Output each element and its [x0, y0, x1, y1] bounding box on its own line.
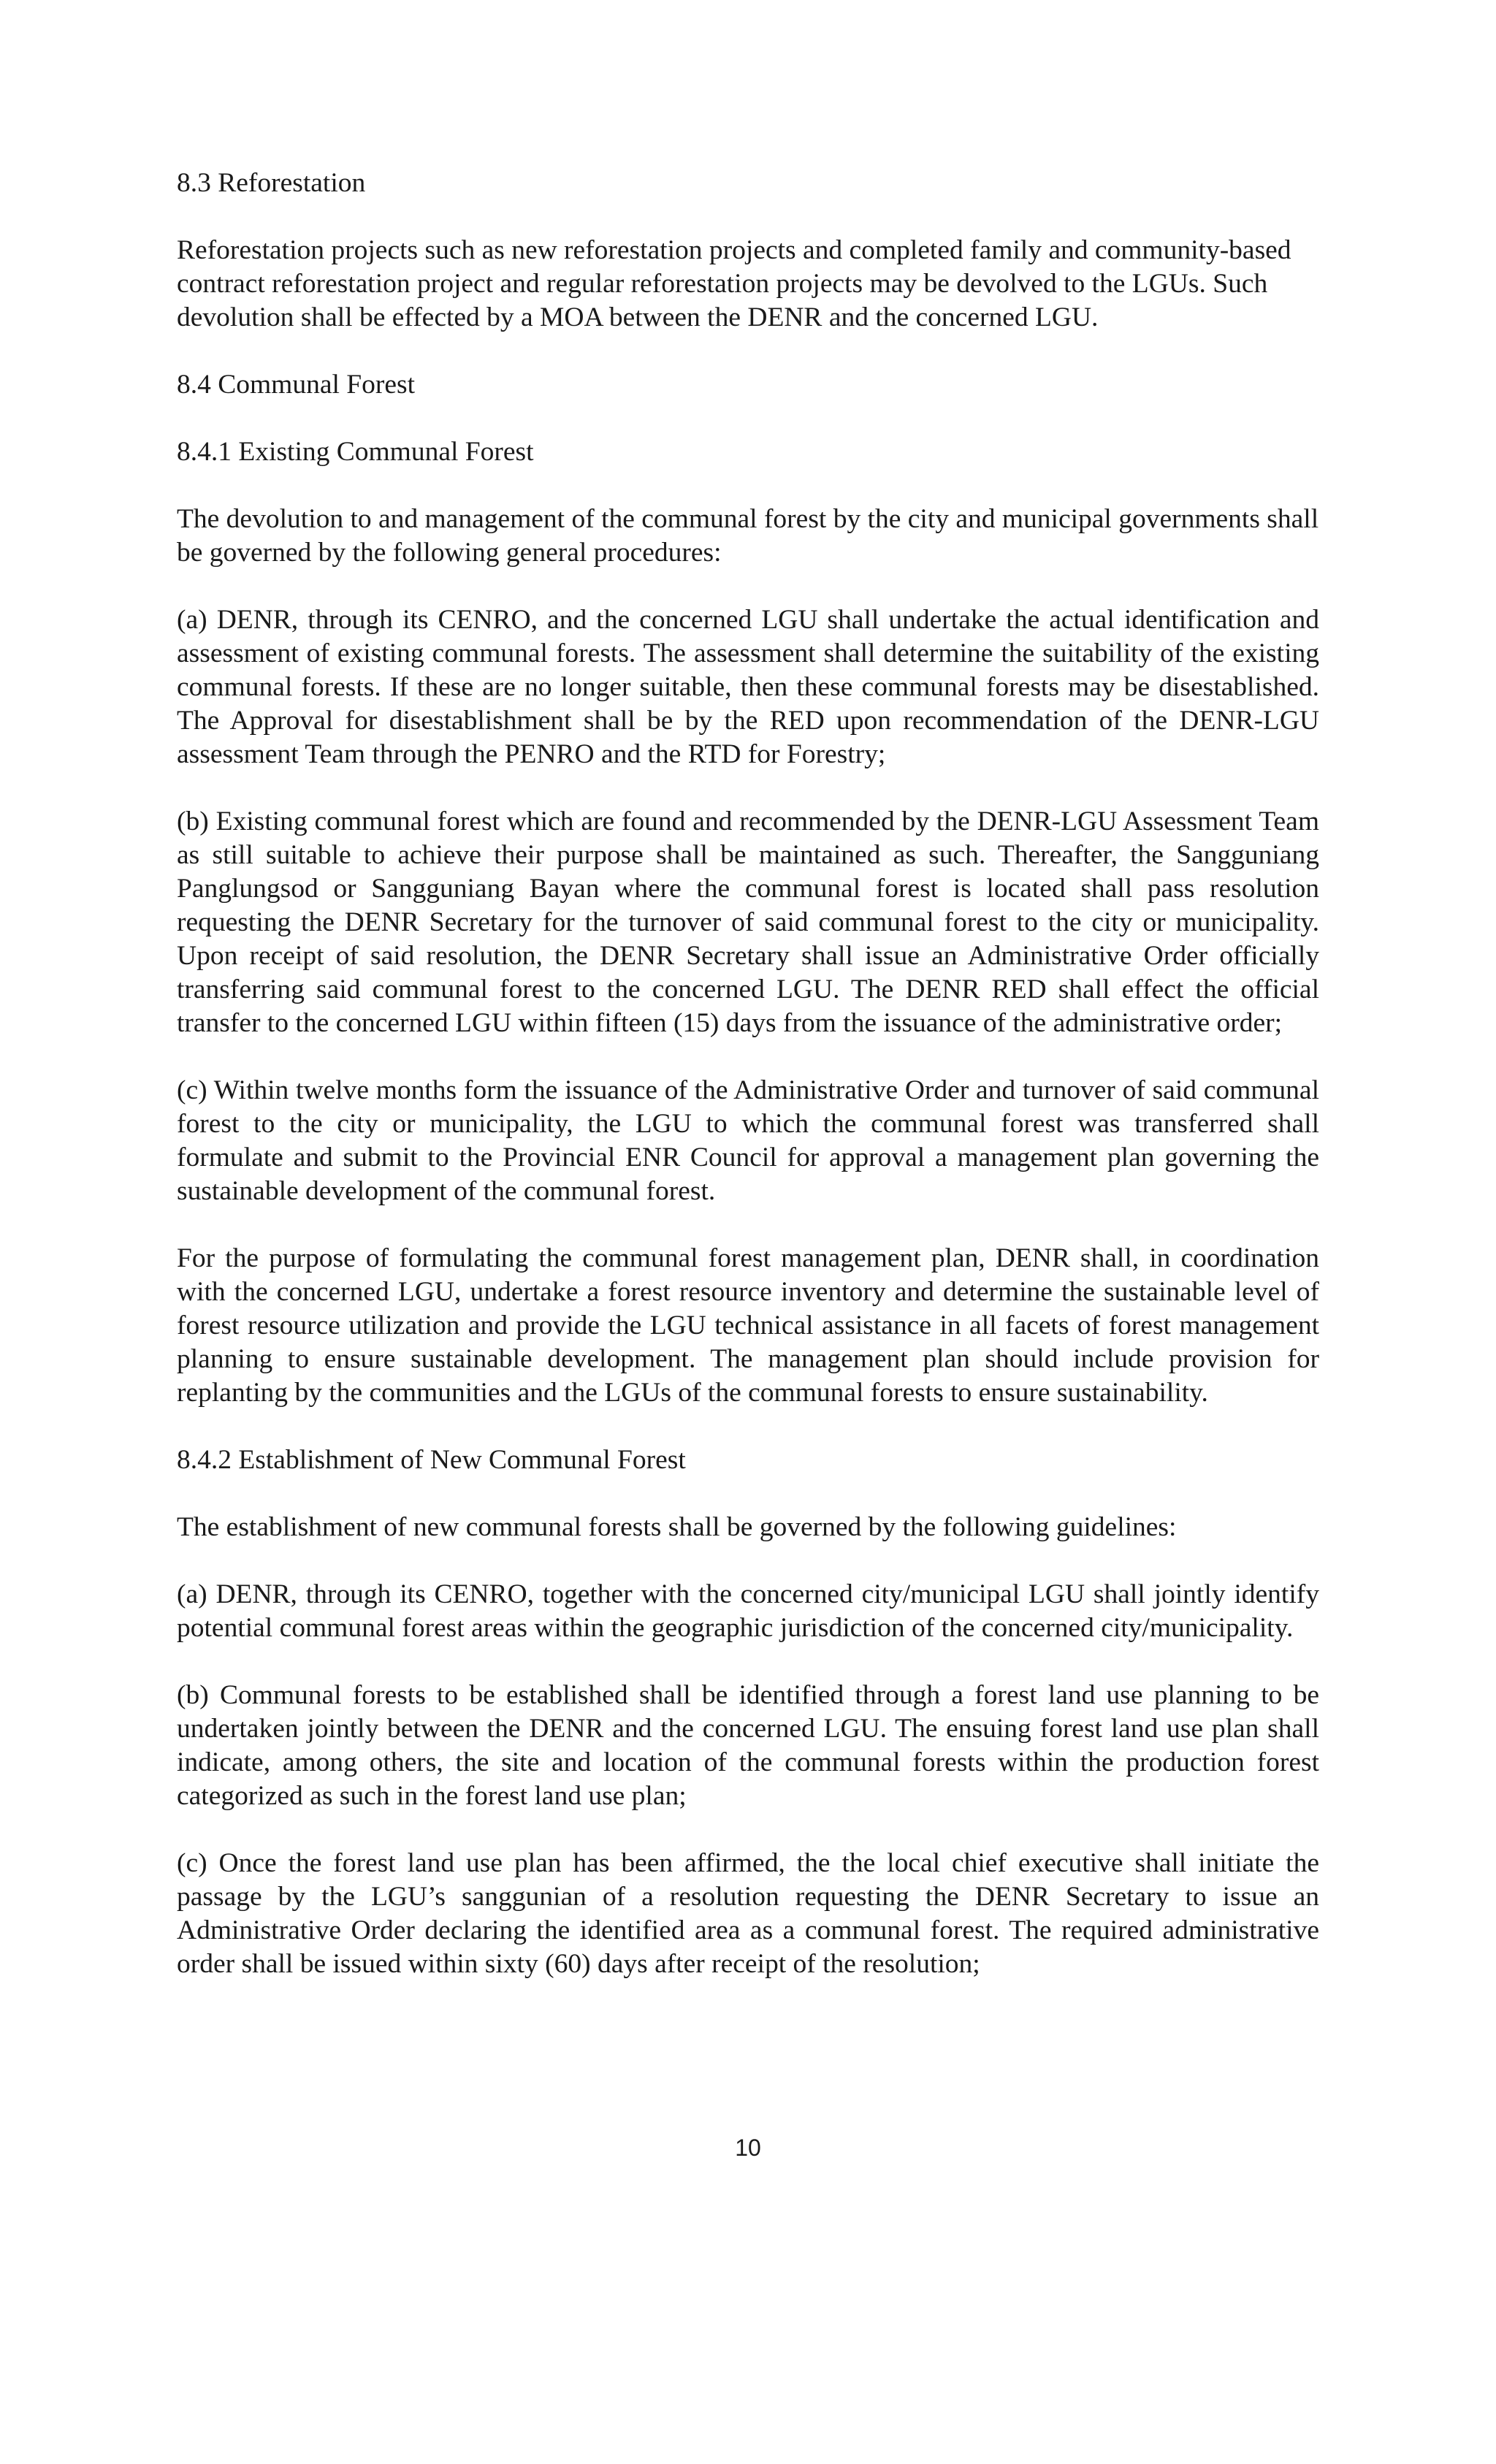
heading-8-3: 8.3 Reforestation: [177, 168, 366, 198]
paragraph-existing-item-a: (a) DENR, through its CENRO, and the concerned LGU shall undertake the actual identification and assessment of existing communal forests. The assessment shall determine the suitability of the existing communal forests. If these are no longer suitable, then these communal forests may be disestablished. The Approval for disestablishment shall be by the RED upon recommendation of the DENR-LGU assessment Team through the PENRO and the RTD for Forestry;: [177, 605, 1319, 769]
paragraph-new-item-c: (c) Once the forest land use plan has been affirmed, the the local chief executive shall initiate the passage by the LGU’s sanggunian of a resolution requesting the DENR Secretary to issue an Administrative Order declaring the identified area as a communal forest. The required administrative order shall be issued within sixty (60) days after receipt of the resolution;: [177, 1848, 1319, 1979]
heading-8-4-1: 8.4.1 Existing Communal Forest: [177, 437, 534, 467]
paragraph-management-plan: For the purpose of formulating the communal forest management plan, DENR shall, in coordination with the concerned LGU, undertake a forest resource inventory and determine the sustainable level of forest resource utilization and provide the LGU technical assistance in all facets of forest management planning to ensure sustainable development. The management plan should include provision for replanting by the communities and the LGUs of the communal forests to ensure sustainability.: [177, 1243, 1319, 1408]
paragraph-new-intro: The establishment of new communal forests shall be governed by the following guidelines:: [177, 1512, 1177, 1542]
heading-8-4: 8.4 Communal Forest: [177, 370, 416, 400]
document-page: [177, 167, 1319, 2015]
paragraph-reforestation: Reforestation projects such as new reforestation projects and completed family and community-based contract reforestation project and regular reforestation projects may be devolved to the LGUs. Such devolution shall be effected by a MOA between the DENR and the concerned LGU.: [177, 235, 1291, 332]
paragraph-new-item-b: (b) Communal forests to be established shall be identified through a forest land use planning to be undertaken jointly between the DENR and the concerned LGU. The ensuing forest land use plan shall indicate, among others, the site and location of the communal forests within the production forest categorized as such in the forest land use plan;: [177, 1680, 1319, 1811]
paragraph-existing-item-c: (c) Within twelve months form the issuance of the Administrative Order and turnover of said communal forest to the city or municipality, the LGU to which the communal forest was transferred shall formulate and submit to the Provincial ENR Council for approval a management plan governing the sustainable development of the communal forest.: [177, 1075, 1319, 1206]
paragraph-existing-item-b: (b) Existing communal forest which are found and recommended by the DENR-LGU Assessment Team as still suitable to achieve their purpose shall be maintained as such. Thereafter, the Sangguniang Panglungsod or Sangguniang Bayan where the communal forest is located shall pass resolution requesting the DENR Secretary for the turnover of said communal forest to the city or municipality. Upon receipt of said resolution, the DENR Secretary shall issue an Administrative Order officially transferring said communal forest to the concerned LGU. The DENR RED shall effect the official transfer to the concerned LGU within fifteen (15) days from the issuance of the administrative order;: [177, 806, 1319, 1038]
heading-8-4-2: 8.4.2 Establishment of New Communal Forest: [177, 1445, 686, 1475]
paragraph-existing-intro: The devolution to and management of the communal forest by the city and municipal governments shall be governed by the following general procedures:: [177, 504, 1319, 568]
page-number: 10: [735, 2135, 761, 2161]
paragraph-new-item-a: (a) DENR, through its CENRO, together with the concerned city/municipal LGU shall jointly identify potential communal forest areas within the geographic jurisdiction of the concerned city/municipality.: [177, 1579, 1319, 1643]
